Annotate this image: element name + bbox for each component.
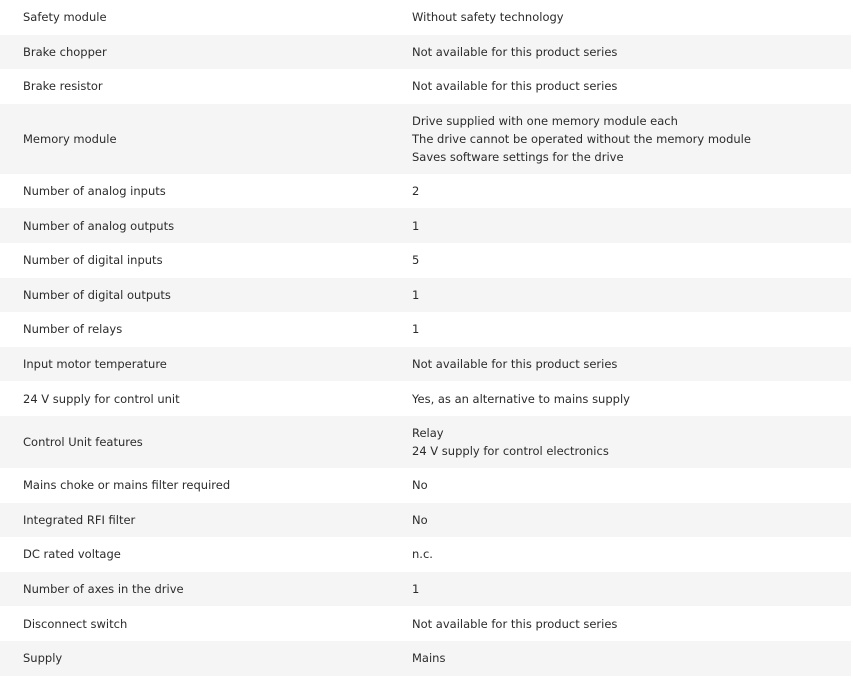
row-label: 24 V supply for control unit [23,391,180,406]
row-value-line: 1 [412,322,420,337]
table-row [0,35,851,70]
row-label: Brake resistor [23,79,103,94]
row-label: Input motor temperature [23,357,167,372]
row-value-line: Yes, as an alternative to mains supply [412,391,630,406]
row-label: DC rated voltage [23,547,121,562]
row-value-line: Not available for this product series [412,44,618,59]
table-row [0,243,851,278]
row-value-line: 1 [412,582,420,597]
row-label: Mains choke or mains filter required [23,478,231,493]
table-row [0,208,851,243]
table-row [0,381,851,416]
row-value [412,649,851,667]
row-label: Number of relays [23,322,123,337]
table-row [0,572,851,607]
row-value-line: 1 [412,218,420,233]
row-value [412,320,851,338]
table-row [0,278,851,313]
row-value-line: n.c. [412,547,433,562]
row-label: Number of axes in the drive [23,582,184,597]
row-value [412,511,851,529]
row-value [412,251,851,269]
row-value [412,390,851,408]
table-row [0,537,851,572]
row-value-line: 24 V supply for control electronics [412,443,609,458]
table-row [0,503,851,538]
row-value [412,615,851,633]
row-value-line: Drive supplied with one memory module each [412,113,678,128]
table-row [0,312,851,347]
row-value-line: The drive cannot be operated without the memory module [412,131,751,146]
row-value [412,355,851,373]
row-label: Integrated RFI filter [23,512,136,527]
table-row [0,468,851,503]
row-value-line: No [412,478,428,493]
table-row [0,104,851,174]
row-value-line: 2 [412,184,420,199]
row-label: Number of analog inputs [23,184,166,199]
row-value-line: Relay [412,425,444,440]
row-label: Control Unit features [23,434,143,449]
row-label: Safety module [23,10,107,25]
row-value-line: 1 [412,287,420,302]
row-value-line: Without safety technology [412,10,564,25]
table-row [0,416,851,468]
table-row [0,174,851,209]
row-value [412,8,851,26]
row-label: Number of digital inputs [23,253,163,268]
row-value-line: Saves software settings for the drive [412,149,624,164]
table-row [0,347,851,382]
row-value [412,77,851,95]
table-row [0,69,851,104]
row-label: Number of analog outputs [23,218,175,233]
row-label: Disconnect switch [23,616,128,631]
row-value [412,580,851,598]
table-row [0,0,851,35]
row-label: Supply [23,651,63,666]
row-label: Number of digital outputs [23,287,171,302]
row-value [412,112,851,166]
row-value [412,424,851,460]
row-value-line: Not available for this product series [412,616,618,631]
row-value [412,476,851,494]
row-value [412,43,851,61]
row-value-line: Mains [412,651,446,666]
row-label: Memory module [23,131,117,146]
row-label: Brake chopper [23,44,107,59]
row-value-line: 5 [412,253,420,268]
row-value-line: No [412,512,428,527]
table-row [0,606,851,641]
row-value [412,182,851,200]
row-value-line: Not available for this product series [412,357,618,372]
table-row [0,641,851,676]
row-value [412,286,851,304]
row-value [412,545,851,563]
row-value-line: Not available for this product series [412,79,618,94]
row-value [412,217,851,235]
